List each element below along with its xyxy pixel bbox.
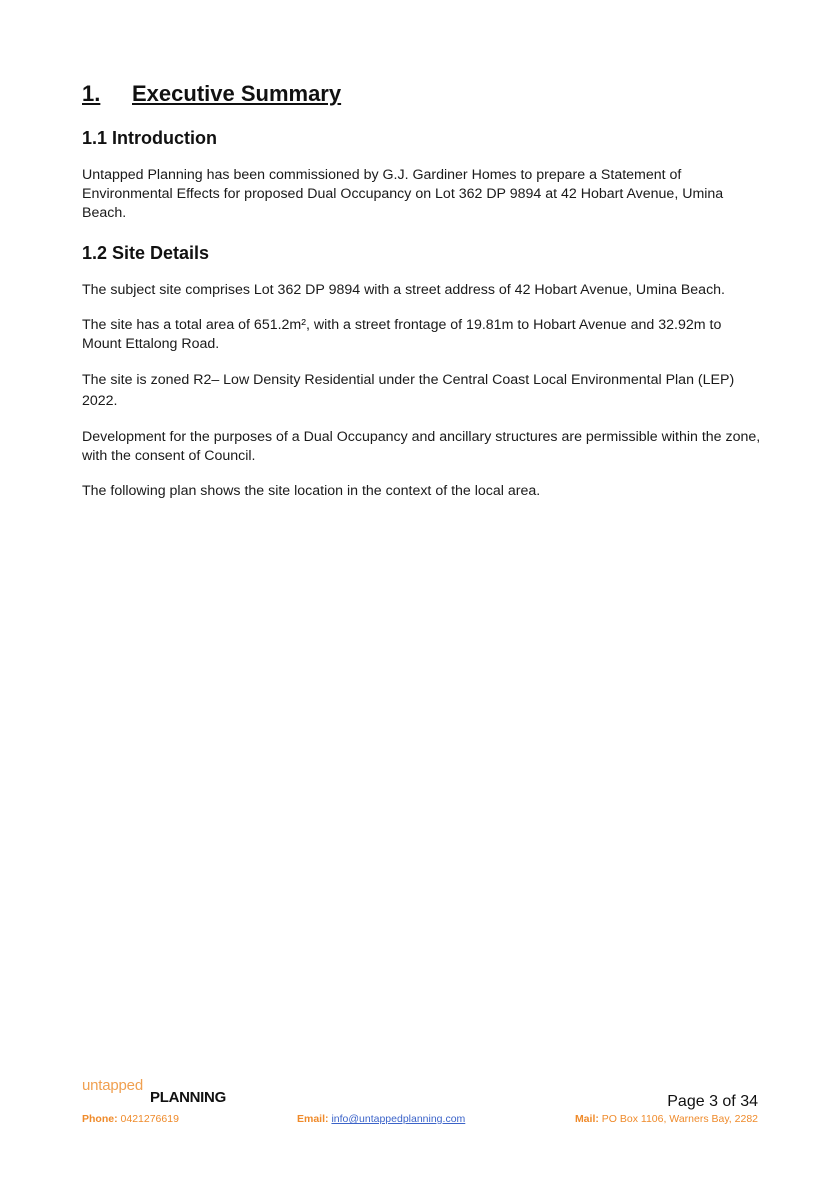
email-link[interactable]: info@untappedplanning.com xyxy=(331,1113,466,1125)
footer-mail xyxy=(575,1113,758,1125)
site-paragraph-area: The site has a total area of 651.2m², with a street frontage of 19.81m to Hobart Avenue and 32.92m to Mount Ettalong Road. xyxy=(82,317,722,352)
phone-value: 0421276619 xyxy=(120,1113,179,1125)
page-number: Page 3 of 34 xyxy=(667,1093,758,1110)
site-paragraph-permissibility: Development for the purposes of a Dual Occupancy and ancillary structures are permissible within the zone, with the consent of Council. xyxy=(82,429,761,464)
mail-label: Mail: xyxy=(574,1113,599,1125)
phone-label: Phone: xyxy=(82,1113,118,1125)
section-number: 1. xyxy=(82,81,101,106)
site-paragraph-plan-intro: The following plan shows the site location in the context of the local area. xyxy=(82,483,541,499)
subheading-introduction: 1.1 Introduction xyxy=(82,128,217,148)
intro-paragraph: Untapped Planning has been commissioned by G.J. Gardiner Homes to prepare a Statement of Environmental Effects for proposed Dual Occupancy on Lot 362 DP 9894 at 42 Hobart Avenue, Umina Beach. xyxy=(82,167,724,221)
footer-phone xyxy=(82,1113,179,1125)
untapped-planning-logo xyxy=(82,1076,242,1110)
page-footer xyxy=(82,1076,758,1136)
logo-text-untapped: untapped xyxy=(82,1077,143,1094)
logo-text-planning: PLANNING xyxy=(150,1089,226,1106)
section-title: Executive Summary xyxy=(132,81,342,106)
page-content xyxy=(82,80,762,501)
footer-email xyxy=(297,1113,465,1125)
email-label: Email: xyxy=(297,1113,329,1125)
subheading-site-details: 1.2 Site Details xyxy=(82,243,210,263)
mail-value: PO Box 1106, Warners Bay, 2282 xyxy=(601,1113,758,1125)
site-paragraph-zoning: The site is zoned R2– Low Density Residential under the Central Coast Local Environmental Plan (LEP) 2022. xyxy=(82,372,735,409)
site-paragraph-lot: The subject site comprises Lot 362 DP 9894 with a street address of 42 Hobart Avenue, Umina Beach. xyxy=(82,282,726,298)
section-heading-executive-summary xyxy=(82,80,762,108)
